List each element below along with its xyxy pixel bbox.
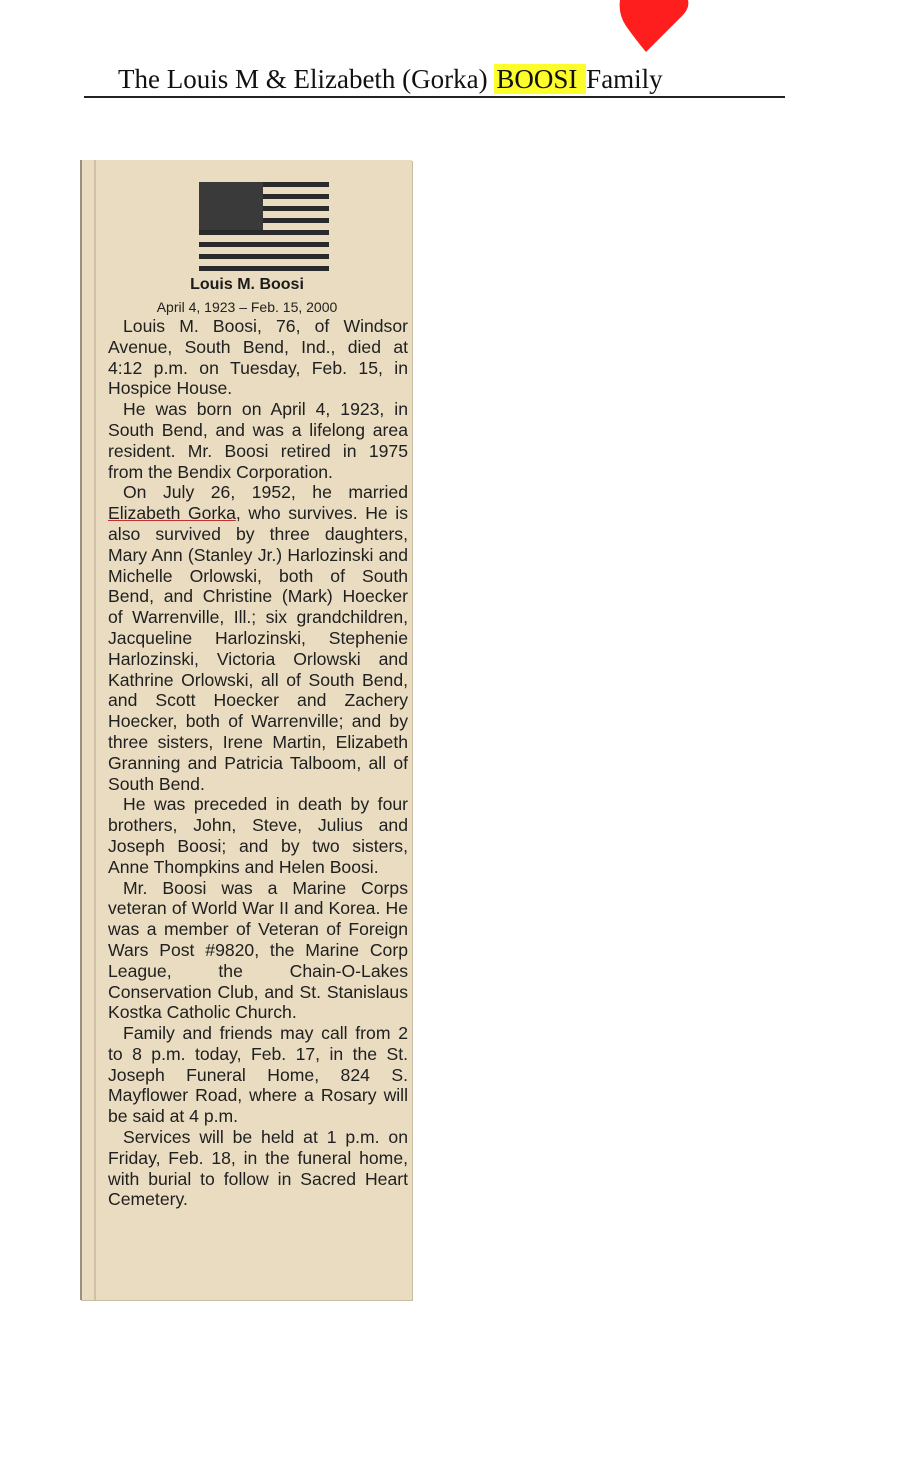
paragraph-visitation: Family and friends may call from 2 to 8 p.m. today, Feb. 17, in the St. Joseph Funeral Home, 824 S. Mayflower Road, where a Rosary will be said at 4 p.m.: [108, 1023, 408, 1127]
paragraph-funeral: Services will be held at 1 p.m. on Friday, Feb. 18, in the funeral home, with burial to follow in Sacred Heart Cemetery.: [108, 1127, 408, 1210]
obituary-clipping: [80, 160, 412, 1300]
survivors-list: , who survives. He is also survived by three daughters, Mary Ann (Stanley Jr.) Harlozinski and Michelle Orlowski, both of South Bend, and Christine (Mark) Hoecker of Warrenville, Ill.; six grandchildren, Jacqueline Harlozinski, Stephenie Harlozinski, Victoria Orlowski and Kathrine Orlowski, all of South Bend, and Scott Hoecker and Zachery Hoecker, both of Warrenville; and by three sisters, Irene Martin, Elizabeth Granning and Patricia Talboom, all of South Bend.: [108, 503, 408, 794]
title-text: The Louis M & Elizabeth (Gorka): [118, 64, 495, 94]
red-tab-icon: [618, 0, 692, 54]
us-flag-icon: [199, 182, 329, 272]
survivors-intro: On July 26, 1952, he married: [123, 482, 408, 503]
obituary-name: Louis M. Boosi: [190, 276, 304, 293]
page-title: [84, 64, 786, 98]
obituary-dates: April 4, 1923 – Feb. 15, 2000: [156, 299, 338, 315]
obituary-body: [108, 316, 408, 1210]
underlined-spouse-name: Elizabeth Gorka: [108, 503, 236, 524]
paragraph-service: Mr. Boosi was a Marine Corps veteran of World War II and Korea. He was a member of Veteran of Foreign Wars Post #9820, the Marine Corp League, the Chain-O-Lakes Conservation Club, and St. Stanislaus Kostka Catholic Church.: [108, 877, 408, 1023]
paragraph-survivors: [108, 482, 408, 794]
title-family-word: Family: [586, 64, 663, 94]
paragraph-preceded: He was preceded in death by four brothers, John, Steve, Julius and Joseph Boosi; and by two sisters, Anne Thompkins and Helen Boosi.: [108, 794, 408, 877]
title-highlighted-surname: BOOSI: [496, 64, 585, 94]
title-underline: [84, 96, 785, 98]
paragraph-death: Louis M. Boosi, 76, of Windsor Avenue, South Bend, Ind., died at 4:12 p.m. on Tuesday, Feb. 15, in Hospice House.: [108, 316, 408, 399]
paragraph-birth: He was born on April 4, 1923, in South Bend, and was a lifelong area resident. Mr. Boosi retired in 1975 from the Bendix Corporation.: [108, 399, 408, 482]
